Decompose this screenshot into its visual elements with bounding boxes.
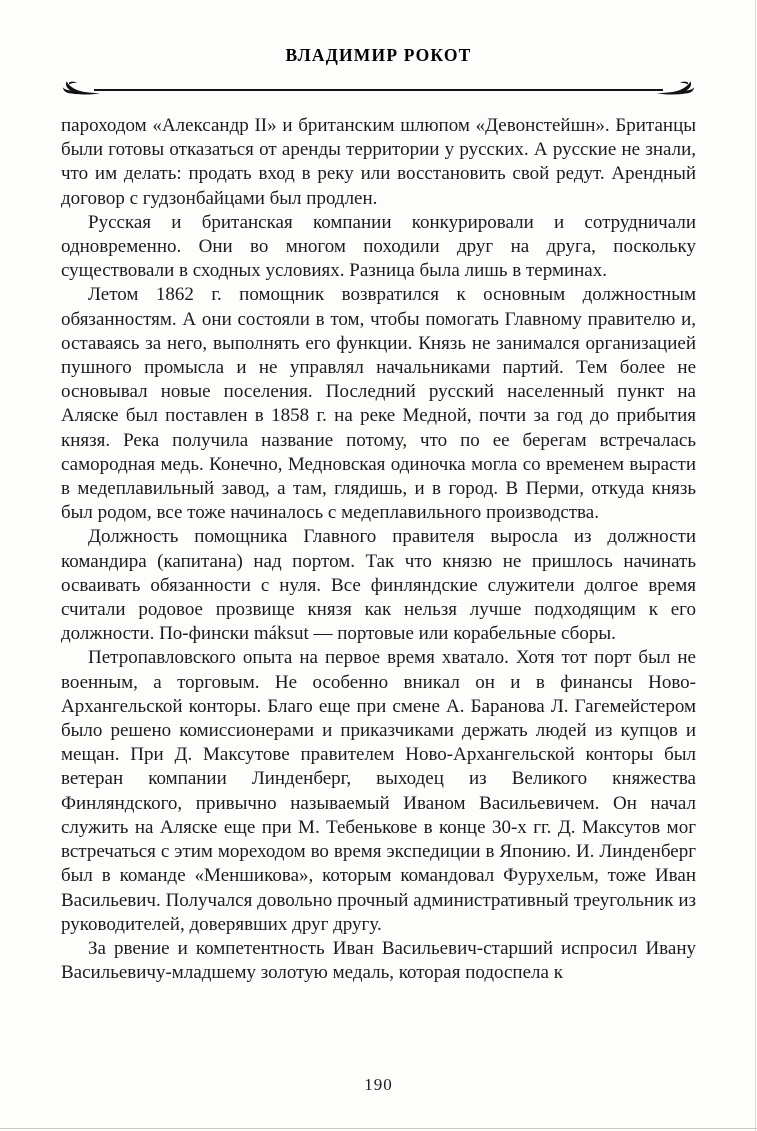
page-number: 190 (364, 1075, 393, 1094)
running-header (61, 44, 696, 98)
paragraph: пароходом «Александр II» и британским шлюпом «Девонстейшн». Британцы были готовы отказаться от аренды территории у русских. А русские не знали, что им делать: продать вход в реку или восстановить свой редут. Арендный договор с гудзонбайцами был продлен. (61, 115, 696, 209)
paragraph: Русская и британская компании конкурировали и сотрудничали одновременно. Они во многом походили друг на друга, поскольку существовали в сходных условиях. Разница была лишь в терминах. (61, 211, 696, 282)
paragraph: Петропавловского опыта на первое время хватало. Хотя тот порт был не военным, а торговым. Не особенно вникал он и в финансы Ново-Архангельской конторы. Благо еще при смене А. Баранова Л. Гагемейстером было решено комиссионерами и приказчиками держать людей из купцов и мещан. При Д. Максутове правителем Ново-Архангельской конторы был ветеран компании Линденберг, выходец из Великого княжества Финляндского, привычно называемый Иваном Васильевичем. Он начал служить на Аляске еще при М. Тебенькове в конце 30-х гг. Д. Максутов мог встречаться с этим мореходом во время экспедиции в Японию. И. Линденберг был в команде «Меншикова», которым командовал Фурухельм, тоже Иван Васильевич. Получался довольно прочный административный треугольник из руководителей, доверявших друг другу. (61, 647, 696, 935)
rule-line (94, 89, 663, 91)
paragraph: Должность помощника Главного правителя выросла из должности командира (капитана) над портом. Так что князю не пришлось начинать осваивать обязанности с нуля. Все финляндские служители долгое время считали родовое прозвище князя как нельзя лучше подходящим к его должности. По-фински máksut — портовые или корабельные сборы. (61, 526, 696, 645)
page-footer (0, 1075, 757, 1095)
header-title: ВЛАДИМИР РОКОТ (285, 45, 472, 65)
paragraph: За рвение и компетентность Иван Васильевич-старший испросил Ивану Васильевичу-младшему золотую медаль, которая подоспела к (61, 937, 696, 984)
paragraph: Летом 1862 г. помощник возвратился к основным должностным обязанностям. А они состояли в том, чтобы помогать Главному правителю и, оставаясь за него, выполнять его функции. Князь не занимался организацией пушного промысла и не управлял начальниками партий. Тем более не основывал новые поселения. Последний русский населенный пункт на Аляске был поставлен в 1858 г. на реке Медной, почти за год до прибытия князя. Река получила название потому, что по ее берегам встречалась самородная медь. Конечно, Медновская одиночка могла со временем вырасти в медеплавильный завод, а там, глядишь, и в город. В Перми, откуда князь был родом, все тоже начиналось с медеплавильного производства. (61, 284, 696, 524)
flourish-left-icon (63, 81, 101, 98)
page-body (61, 114, 696, 985)
flourish-right-icon (656, 81, 694, 98)
header-rule (61, 80, 696, 98)
